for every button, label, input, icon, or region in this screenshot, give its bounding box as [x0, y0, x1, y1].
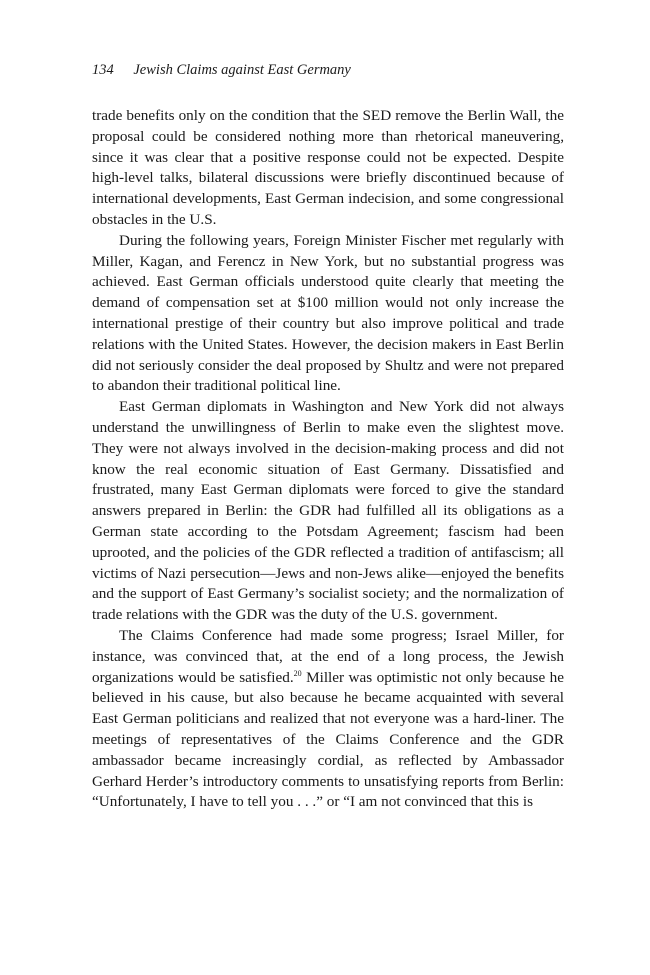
- paragraph-2: During the following years, Foreign Minister Fischer met regularly with Miller, Kagan, and Ferencz in New York, but no substantial progress was achieved. East German officials understood quite clearly that meeting the demand of compensation set at $100 million would not only increase the international prestige of their country but also improve political and trade relations with the United States. However, the decision makers in East Berlin did not seriously consider the deal proposed by Shultz and were not prepared to abandon their traditional political line.: [92, 231, 564, 395]
- book-page: [92, 60, 564, 813]
- running-head-title: Jewish Claims against East Germany: [133, 62, 351, 78]
- paragraph-4-text-before-note: The Claims Conference had made some progress; Israel Miller, for instance, was convinced that, at the end of a long process, the Jewish organizations would be satisfied.: [92, 626, 564, 686]
- footnote-reference[interactable]: 20: [293, 668, 302, 678]
- paragraph-4-text-after-note: Miller was optimistic not only because he believed in his cause, but also because he became acquainted with several East German politicians and realized that not everyone was a hard-liner. The meetings of representatives of the Claims Conference and the GDR ambassador became increasingly cordial, as reflected by Ambassador Gerhard Herder’s introductory comments to unsatisfying reports from Berlin: “Unfortunately, I have to tell you . . .” or “I am not convinced that this is: [92, 668, 564, 811]
- paragraph-3: East German diplomats in Washington and New York did not always understand the unwillingness of Berlin to make even the slightest move. They were not always involved in the decision-making process and did not know the real economic situation of East Germany. Dissatisfied and frustrated, many East German diplomats were forced to give the standard answers prepared in Berlin: the GDR had fulfilled all its obligations as a German state according to the Potsdam Agreement; fascism had been uprooted, and the policies of the GDR reflected a tradition of antifascism; all victims of Nazi persecution—Jews and non-Jews alike—enjoyed the benefits and the support of East Germany’s socialist society; and the normalization of trade relations with the GDR was the duty of the U.S. government.: [92, 398, 564, 624]
- paragraph-1: trade benefits only on the condition that the SED remove the Berlin Wall, the proposal could be considered nothing more than rhetorical maneuvering, since it was clear that a positive response could not be expected. Despite high-level talks, bilateral discussions were briefly discontinued because of international developments, East German indecision, and some congressional obstacles in the U.S.: [92, 107, 564, 228]
- body-text: [92, 106, 564, 813]
- paragraph-4: [92, 626, 564, 813]
- running-head: [92, 60, 564, 80]
- page-number: 134: [92, 62, 114, 78]
